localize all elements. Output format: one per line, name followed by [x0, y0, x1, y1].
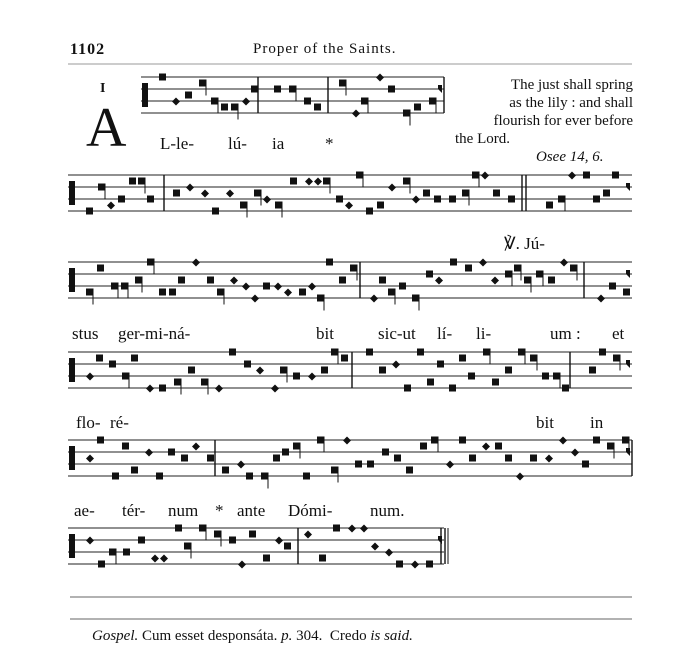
neume-punctum — [303, 473, 310, 480]
neume-punctum — [122, 443, 129, 450]
neume-punctum — [609, 283, 616, 290]
neume-punctum — [339, 277, 346, 284]
neume-punctum — [261, 473, 268, 480]
neume-punctum — [199, 525, 206, 532]
clef-mark — [142, 83, 144, 107]
neume-punctum — [173, 190, 180, 197]
neume-punctum — [385, 549, 393, 557]
neume-punctum — [403, 110, 410, 117]
neume-punctum — [147, 196, 154, 203]
neume-punctum — [172, 98, 180, 106]
neume-punctum — [449, 196, 456, 203]
neume-punctum — [355, 461, 362, 468]
neume-punctum — [343, 437, 351, 445]
translation-line-1: The just shall spring — [510, 77, 633, 93]
neume-punctum — [217, 289, 224, 296]
neume-punctum — [275, 202, 282, 209]
neume-punctum — [178, 277, 185, 284]
neume-punctum — [109, 361, 116, 368]
neume-punctum — [356, 172, 363, 179]
neume-punctum — [336, 196, 343, 203]
clef-mark — [69, 446, 71, 470]
neume-punctum — [472, 172, 479, 179]
neume-punctum — [366, 208, 373, 215]
neume-punctum — [185, 92, 192, 99]
neume-punctum — [184, 543, 191, 550]
neume-punctum — [388, 86, 395, 93]
neume-punctum — [414, 104, 421, 111]
gospel-label: Gospel. — [92, 628, 139, 644]
custos — [438, 536, 442, 544]
neume-punctum — [417, 349, 424, 356]
neume-punctum — [360, 525, 368, 533]
page-value: 304. — [296, 628, 323, 644]
neume-punctum — [530, 355, 537, 362]
neume-punctum — [493, 190, 500, 197]
clef-mark — [69, 181, 71, 205]
neume-punctum — [562, 385, 569, 392]
neume-punctum — [237, 461, 245, 469]
neume-punctum — [242, 283, 250, 291]
neume-punctum — [159, 74, 166, 81]
neume-punctum — [275, 537, 283, 545]
neume-punctum — [326, 259, 333, 266]
neume-punctum — [505, 455, 512, 462]
neume-punctum — [331, 467, 338, 474]
neume-punctum — [293, 443, 300, 450]
neume-punctum — [450, 259, 457, 266]
neume-punctum — [238, 561, 246, 569]
gospel-line — [92, 629, 413, 644]
neume-punctum — [420, 443, 427, 450]
neume-punctum — [271, 385, 279, 393]
translation-line-3: flourish for ever before — [493, 113, 633, 129]
custos — [626, 270, 630, 278]
neume-punctum — [156, 473, 163, 480]
neume-punctum — [516, 473, 524, 481]
lyric-syllable: Dómi- — [288, 501, 333, 520]
lyric-syllable: et — [612, 324, 625, 343]
neume-punctum — [423, 190, 430, 197]
neume-punctum — [412, 196, 420, 204]
neume-punctum — [548, 277, 555, 284]
neume-punctum — [508, 196, 515, 203]
neume-punctum — [403, 178, 410, 185]
neume-punctum — [289, 86, 296, 93]
neume-punctum — [86, 537, 94, 545]
clef-mark — [69, 358, 71, 382]
neume-punctum — [188, 367, 195, 374]
neume-punctum — [230, 277, 238, 285]
lyric-syllable: flo- — [76, 413, 101, 432]
neume-punctum — [274, 86, 281, 93]
neume-punctum — [321, 367, 328, 374]
neume-punctum — [399, 283, 406, 290]
neume-punctum — [131, 355, 138, 362]
neume-punctum — [613, 355, 620, 362]
neume-punctum — [468, 373, 475, 380]
neume-punctum — [305, 178, 313, 186]
neume-punctum — [545, 455, 553, 463]
neume-punctum — [168, 449, 175, 456]
neume-punctum — [492, 379, 499, 386]
neume-punctum — [570, 265, 577, 272]
lyric-syllable: L-le- — [160, 134, 194, 153]
credo-label: Credo — [329, 628, 367, 644]
neume-punctum — [280, 367, 287, 374]
verse-marker: ℣. Jú- — [504, 234, 545, 253]
neume-punctum — [622, 437, 629, 444]
neume-punctum — [242, 98, 250, 106]
neume-punctum — [396, 561, 403, 568]
neume-punctum — [331, 349, 338, 356]
neume-punctum — [192, 443, 200, 451]
neume-punctum — [571, 449, 579, 457]
neume-punctum — [211, 98, 218, 105]
lyric-syllable: lí- — [437, 324, 453, 343]
lyric-syllable: num. — [370, 501, 405, 520]
lyric-asterisk: * — [215, 501, 224, 520]
neume-punctum — [112, 473, 119, 480]
neume-punctum — [308, 283, 316, 291]
neume-punctum — [339, 80, 346, 87]
neume-punctum — [348, 525, 356, 533]
neume-punctum — [589, 367, 596, 374]
neume-punctum — [207, 455, 214, 462]
neume-punctum — [426, 271, 433, 278]
lyric-syllable: stus — [72, 324, 99, 343]
neume-punctum — [107, 202, 115, 210]
neume-punctum — [169, 289, 176, 296]
lyric-syllable: ger-mi-ná- — [118, 324, 191, 343]
neume-punctum — [597, 295, 605, 303]
neume-punctum — [317, 295, 324, 302]
neume-punctum — [98, 561, 105, 568]
lyric-syllable: num — [168, 501, 199, 520]
neume-punctum — [256, 367, 264, 375]
neume-punctum — [97, 265, 104, 272]
neume-punctum — [251, 86, 258, 93]
translation-line-4: the Lord. — [455, 131, 510, 147]
lyric-syllable: um : — [550, 324, 581, 343]
neume-punctum — [518, 349, 525, 356]
custos — [626, 448, 630, 456]
neume-punctum — [388, 184, 396, 192]
neume-punctum — [263, 196, 271, 204]
neume-punctum — [284, 289, 292, 297]
neume-punctum — [299, 289, 306, 296]
neume-punctum — [146, 385, 154, 393]
neume-punctum — [388, 289, 395, 296]
neume-punctum — [226, 190, 234, 198]
neume-punctum — [263, 283, 270, 290]
neume-punctum — [221, 104, 228, 111]
neume-punctum — [429, 98, 436, 105]
neume-punctum — [371, 543, 379, 551]
neume-punctum — [530, 455, 537, 462]
clef-mark — [69, 268, 71, 292]
neume-punctum — [582, 461, 589, 468]
neume-punctum — [123, 549, 130, 556]
neume-punctum — [376, 74, 384, 82]
neume-punctum — [333, 525, 340, 532]
neume-punctum — [97, 437, 104, 444]
neume-punctum — [352, 110, 360, 118]
neume-punctum — [482, 443, 490, 451]
translation-line-2: as the lily : and shall — [509, 95, 633, 111]
neume-punctum — [469, 455, 476, 462]
neume-punctum — [263, 555, 270, 562]
neume-punctum — [240, 202, 247, 209]
neume-punctum — [254, 190, 261, 197]
neume-punctum — [207, 277, 214, 284]
credo-note: is said. — [370, 628, 413, 644]
neume-punctum — [229, 349, 236, 356]
neume-punctum — [411, 561, 419, 569]
neume-punctum — [249, 531, 256, 538]
neume-punctum — [546, 202, 553, 209]
neume-punctum — [491, 277, 499, 285]
neume-punctum — [274, 283, 282, 291]
neume-punctum — [553, 373, 560, 380]
neume-punctum — [412, 295, 419, 302]
neume-punctum — [159, 289, 166, 296]
neume-punctum — [435, 277, 443, 285]
neume-punctum — [121, 283, 128, 290]
neume-punctum — [201, 379, 208, 386]
neume-punctum — [505, 367, 512, 374]
neume-punctum — [86, 373, 94, 381]
neume-punctum — [192, 259, 200, 267]
neume-punctum — [145, 449, 153, 457]
neume-punctum — [341, 355, 348, 362]
page-number: 1102 — [70, 41, 106, 58]
neume-punctum — [111, 283, 118, 290]
neume-punctum — [96, 355, 103, 362]
custos — [626, 360, 630, 368]
neume-punctum — [86, 455, 94, 463]
neume-punctum — [437, 361, 444, 368]
lyric-syllable: ré- — [110, 413, 129, 432]
lyric-syllable: ante — [237, 501, 266, 520]
neume-punctum — [427, 379, 434, 386]
neume-punctum — [505, 271, 512, 278]
neume-punctum — [284, 543, 291, 550]
neume-punctum — [135, 277, 142, 284]
neume-punctum — [350, 265, 357, 272]
neume-punctum — [370, 295, 378, 303]
neume-punctum — [201, 190, 209, 198]
lyric-syllable: ia — [272, 134, 285, 153]
neume-punctum — [244, 361, 251, 368]
custos — [438, 85, 442, 93]
neume-punctum — [560, 259, 568, 267]
neume-punctum — [559, 437, 567, 445]
neume-punctum — [514, 265, 521, 272]
neume-punctum — [479, 259, 487, 267]
neume-punctum — [583, 172, 590, 179]
neume-punctum — [558, 196, 565, 203]
scripture-reference: Osee 14, 6. — [536, 149, 604, 165]
mode-number: I — [100, 81, 106, 96]
neume-punctum — [392, 361, 400, 369]
neume-punctum — [459, 437, 466, 444]
neume-punctum — [273, 455, 280, 462]
lyric-syllable: bit — [536, 413, 554, 432]
neume-punctum — [319, 555, 326, 562]
neume-punctum — [215, 385, 223, 393]
neume-punctum — [86, 289, 93, 296]
neume-punctum — [314, 178, 322, 186]
neume-punctum — [603, 190, 610, 197]
neume-punctum — [367, 461, 374, 468]
neume-punctum — [214, 531, 221, 538]
neume-punctum — [86, 208, 93, 215]
neume-punctum — [282, 449, 289, 456]
neume-punctum — [536, 271, 543, 278]
neume-punctum — [160, 555, 168, 563]
neume-punctum — [290, 178, 297, 185]
neume-punctum — [542, 373, 549, 380]
neume-punctum — [379, 367, 386, 374]
neume-punctum — [394, 455, 401, 462]
neume-punctum — [612, 172, 619, 179]
neume-punctum — [434, 196, 441, 203]
custos — [626, 183, 630, 191]
neume-punctum — [593, 437, 600, 444]
neume-punctum — [129, 178, 136, 185]
neume-punctum — [361, 98, 368, 105]
neume-punctum — [118, 196, 125, 203]
neume-punctum — [138, 178, 145, 185]
neume-punctum — [109, 549, 116, 556]
neume-punctum — [159, 385, 166, 392]
neume-punctum — [607, 443, 614, 450]
neume-punctum — [304, 98, 311, 105]
neume-punctum — [229, 537, 236, 544]
lyric-syllable: sic-ut — [378, 324, 416, 343]
neume-punctum — [323, 178, 330, 185]
neume-punctum — [304, 531, 312, 539]
neume-punctum — [174, 379, 181, 386]
neume-punctum — [181, 455, 188, 462]
lyric-syllable: ae- — [74, 501, 95, 520]
initial-letter: A — [86, 97, 127, 159]
lyric-syllable: in — [590, 413, 604, 432]
neume-punctum — [222, 467, 229, 474]
neume-punctum — [186, 184, 194, 192]
lyric-syllable: tér- — [122, 501, 146, 520]
neume-punctum — [175, 525, 182, 532]
neume-punctum — [483, 349, 490, 356]
neume-punctum — [377, 202, 384, 209]
neume-punctum — [246, 473, 253, 480]
neume-punctum — [382, 449, 389, 456]
neume-punctum — [314, 104, 321, 111]
page-title: Proper of the Saints. — [253, 41, 397, 57]
neume-punctum — [98, 184, 105, 191]
neume-punctum — [345, 202, 353, 210]
neume-punctum — [122, 373, 129, 380]
neume-punctum — [404, 385, 411, 392]
neume-punctum — [462, 190, 469, 197]
lyric-syllable: bit — [316, 324, 334, 343]
neume-punctum — [317, 437, 324, 444]
neume-punctum — [449, 385, 456, 392]
lyric-syllable: li- — [476, 324, 492, 343]
neume-punctum — [459, 355, 466, 362]
neume-punctum — [251, 295, 259, 303]
neume-punctum — [481, 172, 489, 180]
neume-punctum — [231, 104, 238, 111]
neume-punctum — [293, 373, 300, 380]
page-label: p. — [281, 628, 293, 644]
neume-punctum — [593, 196, 600, 203]
gospel-text: Cum esset desponsáta. — [142, 628, 278, 644]
neume-punctum — [308, 373, 316, 381]
neume-punctum — [147, 259, 154, 266]
neume-punctum — [366, 349, 373, 356]
neume-punctum — [138, 537, 145, 544]
lyric-syllable: lú- — [228, 134, 247, 153]
neume-punctum — [212, 208, 219, 215]
lyric-asterisk: * — [325, 134, 334, 153]
neume-punctum — [151, 555, 159, 563]
neume-punctum — [623, 289, 630, 296]
neume-punctum — [379, 277, 386, 284]
neume-punctum — [199, 80, 206, 87]
neume-punctum — [465, 265, 472, 272]
neume-punctum — [446, 461, 454, 469]
neume-punctum — [131, 467, 138, 474]
neume-punctum — [426, 561, 433, 568]
neume-punctum — [568, 172, 576, 180]
neume-punctum — [599, 349, 606, 356]
neume-punctum — [431, 437, 438, 444]
neume-punctum — [524, 277, 531, 284]
clef-mark — [69, 534, 71, 558]
neume-punctum — [495, 443, 502, 450]
neume-punctum — [406, 467, 413, 474]
